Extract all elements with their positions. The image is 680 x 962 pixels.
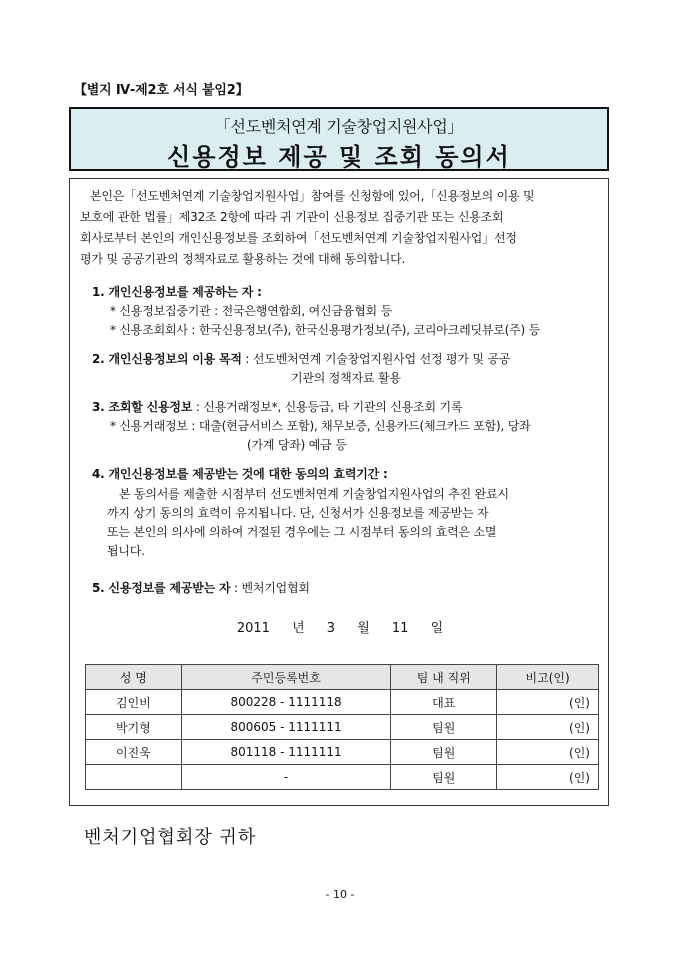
cell-position: 팀원 (391, 765, 497, 790)
cell-note: (인) (497, 765, 599, 790)
section-5-heading: 5. 신용정보를 제공받는 자 (92, 581, 231, 595)
header-note: 비고(인) (497, 665, 599, 690)
section-2-line-1 (92, 350, 510, 367)
cell-note: (인) (497, 690, 599, 715)
date-month-unit: 월 (357, 621, 370, 636)
section-1-item-2: * 신용조회회사 : 한국신용정보(주), 한국신용평가정보(주), 코리아크레딧뷰로(주) 등 (110, 323, 540, 337)
section-2-line-2: 기관의 정책자료 활용 (291, 371, 401, 385)
date-day-unit: 일 (430, 621, 444, 636)
cell-position: 팀원 (391, 715, 497, 740)
date-row (0, 617, 680, 636)
table-row (86, 690, 599, 715)
header-id-number: 주민등록번호 (181, 665, 391, 690)
table-row (86, 765, 599, 790)
cell-name: 김인비 (86, 690, 182, 715)
section-4-line-1: 본 동의서를 제출한 시점부터 선도벤처연계 기술창업지원사업의 추진 완료시 (119, 487, 509, 501)
cell-id-number: 800605 - 1111111 (181, 715, 391, 740)
section-1-item-1: * 신용정보집중기관 : 전국은행연합회, 여신금융협회 등 (110, 304, 392, 318)
cell-position: 팀원 (391, 740, 497, 765)
cell-note: (인) (497, 740, 599, 765)
date-day: 11 (391, 621, 409, 636)
section-5-body: : 벤처기업협회 (234, 581, 310, 595)
section-5-line (92, 579, 310, 596)
page-number: - 10 - (325, 888, 355, 901)
section-2-heading: 2. 개인신용정보의 이용 목적 (92, 352, 242, 366)
table-header-row (86, 665, 599, 690)
date-year-unit: 년 (292, 621, 305, 636)
cell-id-number: 800228 - 1111118 (181, 690, 391, 715)
cell-id-number: 801118 - 1111111 (181, 740, 391, 765)
section-3-item-1: * 신용거래정보 : 대출(현금서비스 포함), 채무보증, 신용카드(체크카드 포함), 당좌 (110, 419, 531, 433)
cell-note: (인) (497, 715, 599, 740)
intro-line-1: 본인은「선도벤처연계 기술창업지원사업」참여를 신청함에 있어,「신용정보의 이용 및 (90, 189, 535, 203)
intro-line-4: 평가 및 공공기관의 정책자료로 활용하는 것에 대해 동의합니다. (80, 252, 406, 266)
section-3-heading: 3. 조회할 신용정보 (92, 400, 193, 414)
cell-name: 이진욱 (86, 740, 182, 765)
intro-line-3: 회사로부터 본인의 개인신용정보를 조회하여「선도벤처연계 기술창업지원사업」선정 (80, 231, 517, 245)
section-2-body: : 선도벤처연계 기술창업지원사업 선정 평가 및 공공 (245, 352, 511, 366)
cell-position: 대표 (391, 690, 497, 715)
header-name: 성 명 (86, 665, 182, 690)
section-1-heading: 1. 개인신용정보를 제공하는 자 : (92, 285, 262, 299)
date-year: 2011 (236, 621, 270, 636)
header-position: 팀 내 직위 (391, 665, 497, 690)
section-4-line-3: 또는 본인의 의사에 의하여 거절된 경우에는 그 시점부터 동의의 효력은 소멸 (107, 525, 497, 539)
section-3-item-2: (가계 당좌) 예금 등 (247, 438, 347, 452)
document-title: 신용정보 제공 및 조회 동의서 (167, 143, 511, 171)
form-label: 【별지 Ⅳ-제2호 서식 붙임2】 (74, 83, 249, 98)
date-month: 3 (326, 621, 336, 636)
section-3-line-1 (92, 398, 462, 415)
cell-id-number: - (181, 765, 391, 790)
signature-table (85, 664, 599, 790)
closing-addressee: 벤처기업협회장 귀하 (84, 827, 257, 848)
document-subtitle: 「선도벤처연계 기술창업지원사업」 (214, 117, 464, 136)
section-4-heading: 4. 개인신용정보를 제공받는 것에 대한 동의의 효력기간 : (92, 467, 388, 481)
section-4-line-2: 까지 상기 동의의 효력이 유지됩니다. 단, 신청서가 신용정보를 제공받는 자 (107, 506, 489, 520)
title-box (69, 107, 609, 171)
cell-name: 박기형 (86, 715, 182, 740)
intro-line-2: 보호에 관한 법률」제32조 2항에 따라 귀 기관이 신용정보 집중기관 또는 신용조회 (80, 210, 504, 224)
table-row (86, 740, 599, 765)
section-4-line-4: 됩니다. (107, 544, 145, 558)
table-row (86, 715, 599, 740)
section-3-body: : 신용거래정보*, 신용등급, 타 기관의 신용조회 기록 (195, 400, 463, 414)
cell-name (86, 765, 182, 790)
